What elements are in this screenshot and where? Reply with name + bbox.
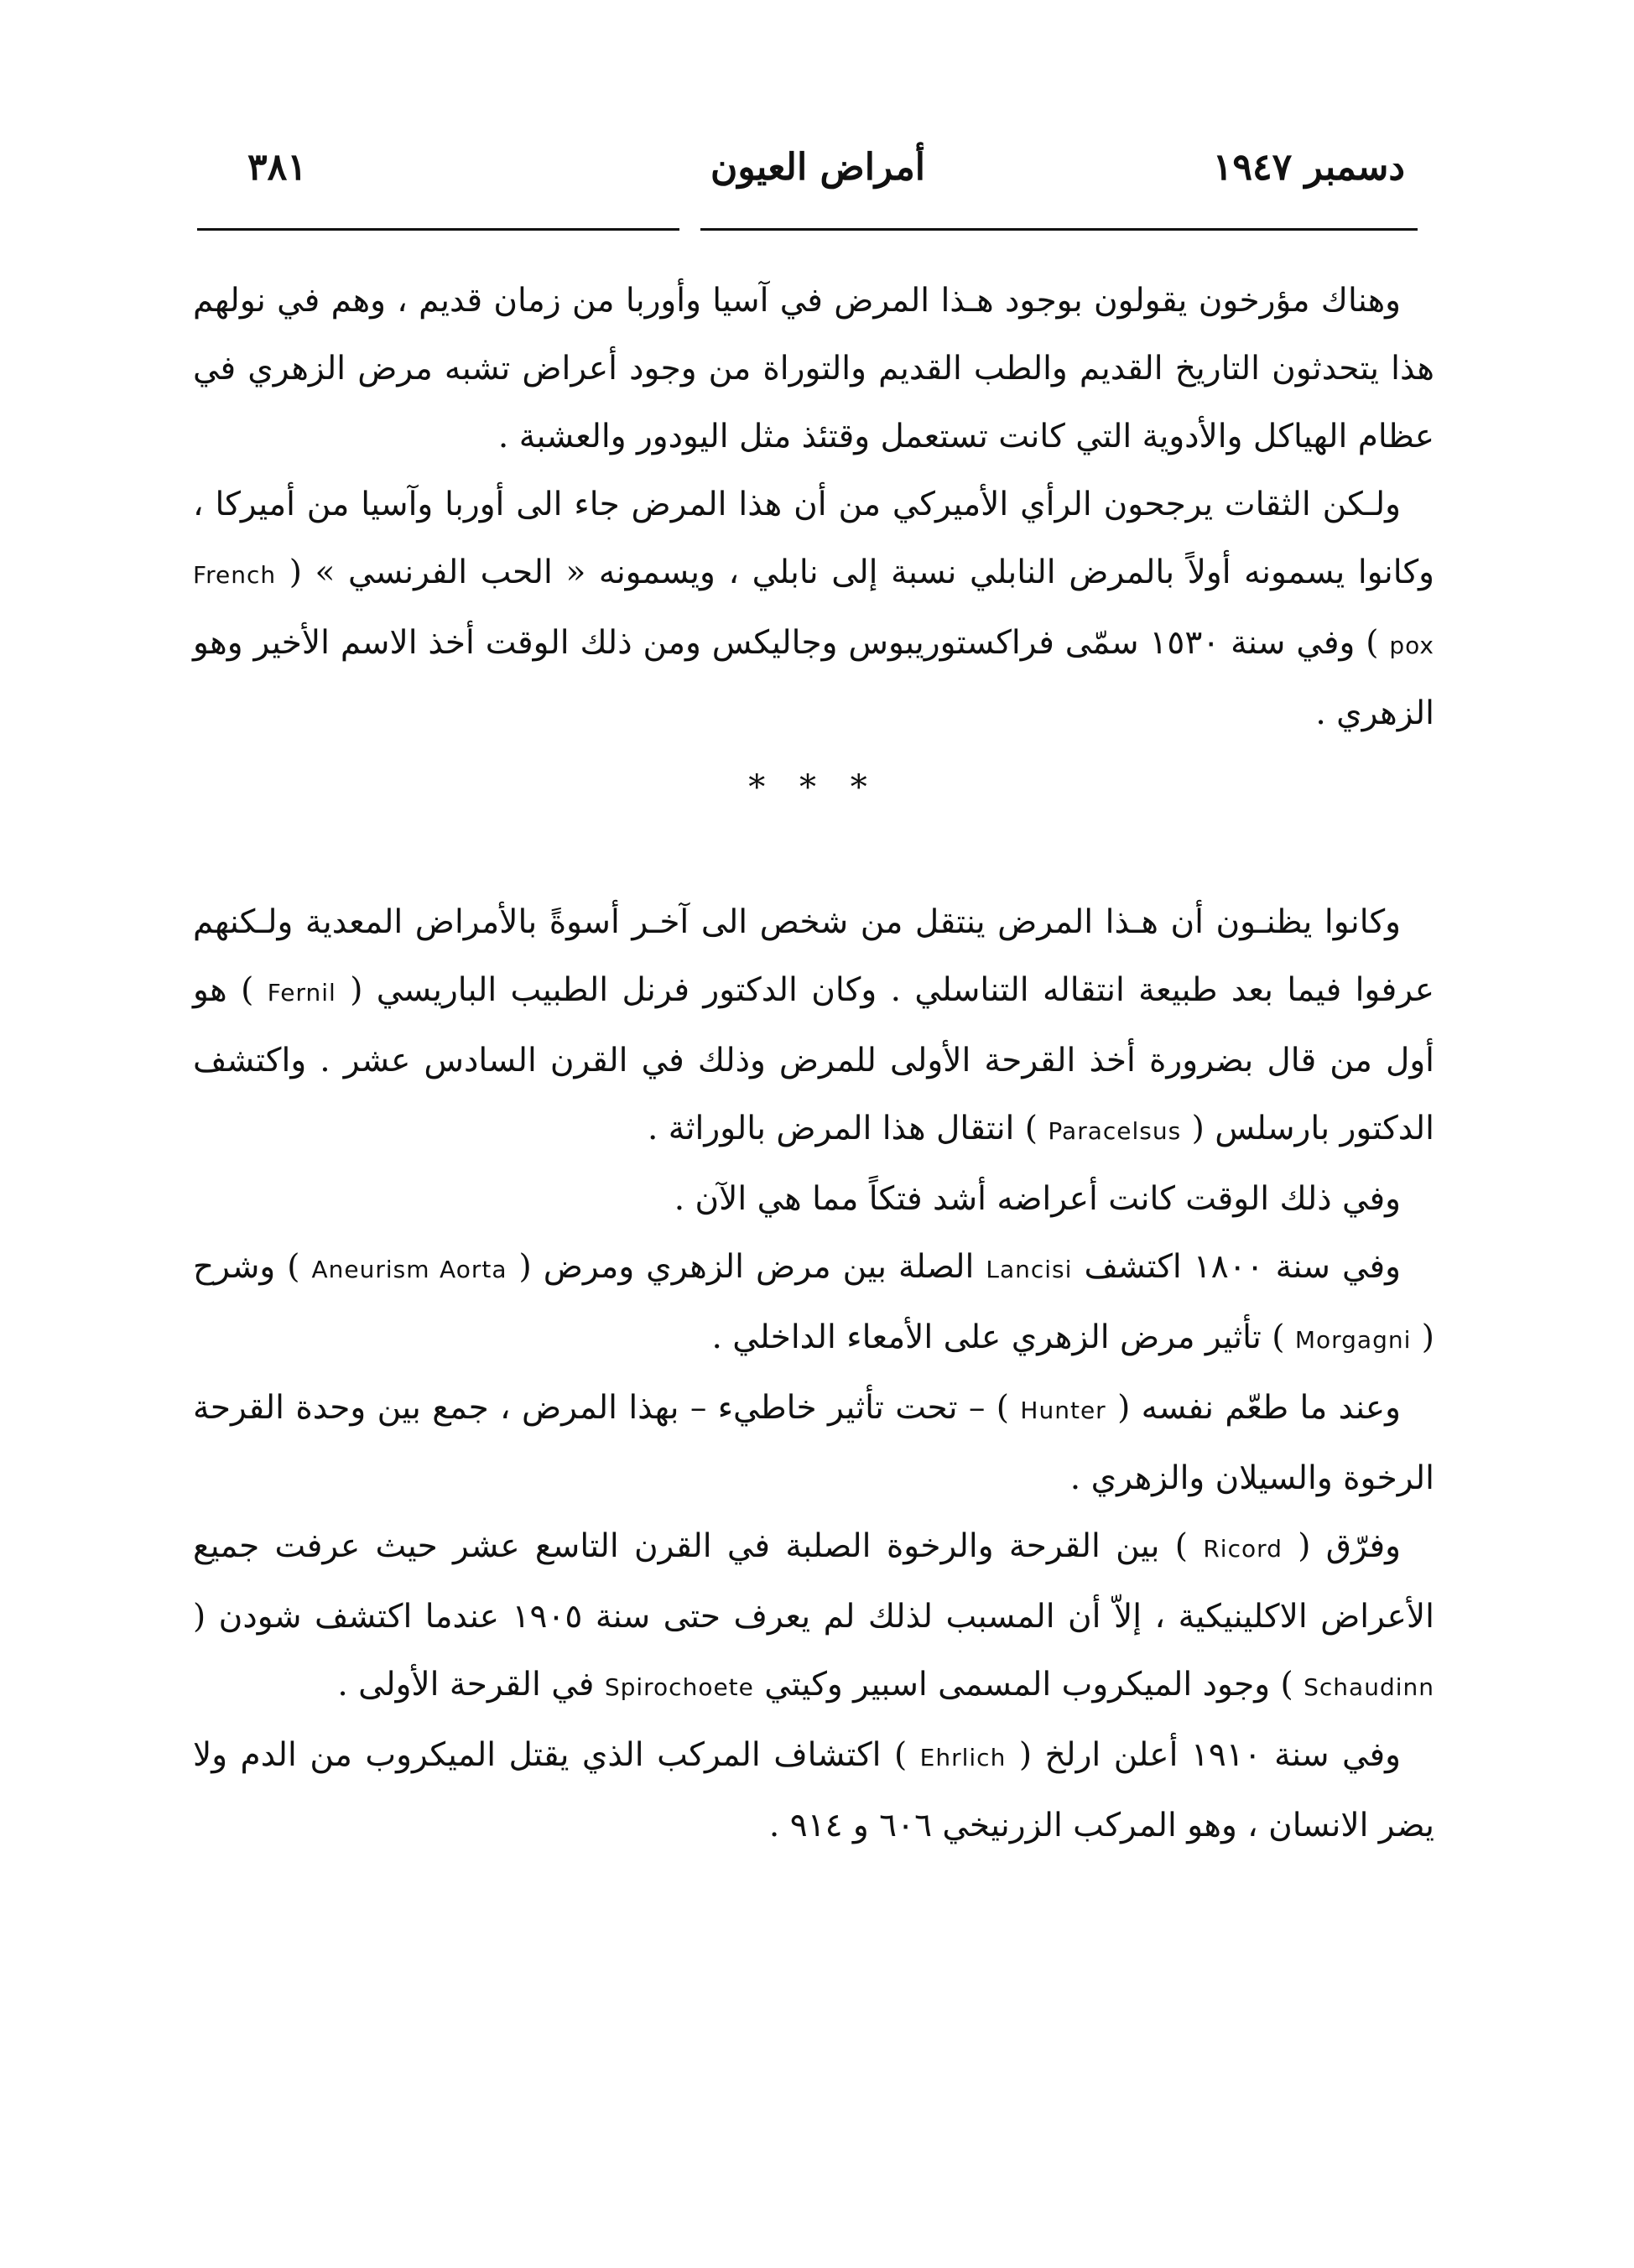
running-header	[214, 143, 1422, 210]
latin-term: Morgagni	[1294, 1326, 1412, 1354]
header-rule-left	[197, 228, 679, 231]
latin-term: Spirochoete	[604, 1673, 754, 1701]
text-run: ) – تحت تأثير خاطيء – بهذا المرض ، جمع بين وحدة القرحة الرخوة والسيلان والزهري .	[193, 1389, 1434, 1497]
text-run: ) اكتشاف المركب الذي يقتل الميكروب من الدم ولا يضر الانسان ، وهو المركب الزرنيخي ٦٠٦ و ٩١٤ .	[193, 1736, 1434, 1844]
separator-stars: * * *	[748, 768, 879, 807]
text-run: ) وجود الميكروب المسمى اسبير وكيتي	[764, 1666, 1293, 1704]
text-run: وفي سنة ١٨٠٠ اكتشف	[1084, 1248, 1401, 1286]
paragraph	[193, 1165, 1434, 1233]
text-run: الصلة بين مرض الزهري ومرض (	[518, 1248, 975, 1286]
paragraph	[193, 888, 1434, 1165]
chapter-title: أمراض العيون	[710, 146, 925, 189]
latin-term: Hunter	[1020, 1397, 1106, 1424]
paragraph	[193, 1233, 1434, 1374]
text-run: في القرحة الأولى .	[337, 1666, 595, 1704]
latin-term: Fernil	[267, 979, 336, 1007]
paragraph	[193, 1721, 1434, 1860]
paragraph	[193, 471, 1434, 747]
text-run: ) انتقال هذا المرض بالوراثة .	[647, 1110, 1038, 1147]
latin-term: Ricord	[1203, 1535, 1283, 1563]
text-run: وفي ذلك الوقت كانت أعراضه أشد فتكاً مما هي الآن .	[674, 1180, 1401, 1218]
latin-term: French pox	[193, 561, 1434, 659]
text-run: وفرّق (	[1298, 1527, 1401, 1565]
text-run: ) وشرح (	[193, 1248, 1434, 1356]
latin-term: Schaudinn	[1304, 1673, 1434, 1701]
paragraph	[193, 1512, 1434, 1721]
text-run: ) هو أول من قال بضرورة أخذ القرحة الأولى للمرض وذلك في القرن السادس عشر . واكتشف الدكتور بارسلس (	[193, 971, 1434, 1147]
latin-term: Lancisi	[986, 1256, 1073, 1283]
latin-term: Ehrlich	[919, 1744, 1007, 1771]
issue-date: دسمبر ١٩٤٧	[1212, 146, 1405, 189]
header-rule-right	[700, 228, 1418, 231]
latin-term: Aneurism Aorta	[311, 1256, 507, 1283]
text-run: ) تأثير مرض الزهري على الأمعاء الداخلي .	[711, 1319, 1285, 1356]
paragraph: وهناك مؤرخون يقولون بوجود هـذا المرض في آسيا وأوربا من زمان قديم ، وهم في نولهم هذا يتحدثون التاريخ القديم والطب القديم والتوراة من وجود أعراض تشبه مرض الزهري في عظام الهياكل والأدوية التي كانت تستعمل وقتئذ مثل اليودور والعشبة .	[193, 282, 1434, 455]
latin-term: Paracelsus	[1048, 1117, 1182, 1145]
text-run: ) وفي سنة ١٥٣٠ سمّى فراكستوريبوس وجاليكس ومن ذلك الوقت أخذ الاسم الأخير وهو الزهري .	[193, 624, 1434, 732]
paragraph	[193, 1374, 1434, 1512]
text-run: وفي سنة ١٩١٠ أعلن ارلخ (	[1018, 1736, 1401, 1774]
section-separator	[193, 747, 1434, 888]
text-run: وكانوا يظنـون أن هـذا المرض ينتقل من شخص الى آخـر أسوةً بالأمراض المعدية ولـكنهم عرفوا فيما بعد طبيعة انتقاله التناسلي . وكان الدكتور فرنل الطبيب الباريسي (	[193, 903, 1435, 1009]
text-run: ) بين القرحة والرخوة الصلبة في القرن التاسع عشر حيث عرفت جميع الأعراض الاكلينيكية ، إلاّ أن المسبب لذلك لم يعرف حتى سنة ١٩٠٥ عندما اكتشف شودن (	[193, 1527, 1434, 1636]
page-number: ٣٨١	[247, 146, 307, 189]
text-run: ولـكن الثقات يرجحون الرأي الأميركي من أن هذا المرض جاء الى أوربا وآسيا من أميركا ، وكانوا يسمونه أولاً بالمرض النابلي نسبة إلى نابلي ، ويسمونه « الحب الفرنسي » (	[193, 486, 1434, 591]
body-text	[193, 267, 1434, 1860]
text-run: وعند ما طعّم نفسه (	[1117, 1389, 1402, 1427]
